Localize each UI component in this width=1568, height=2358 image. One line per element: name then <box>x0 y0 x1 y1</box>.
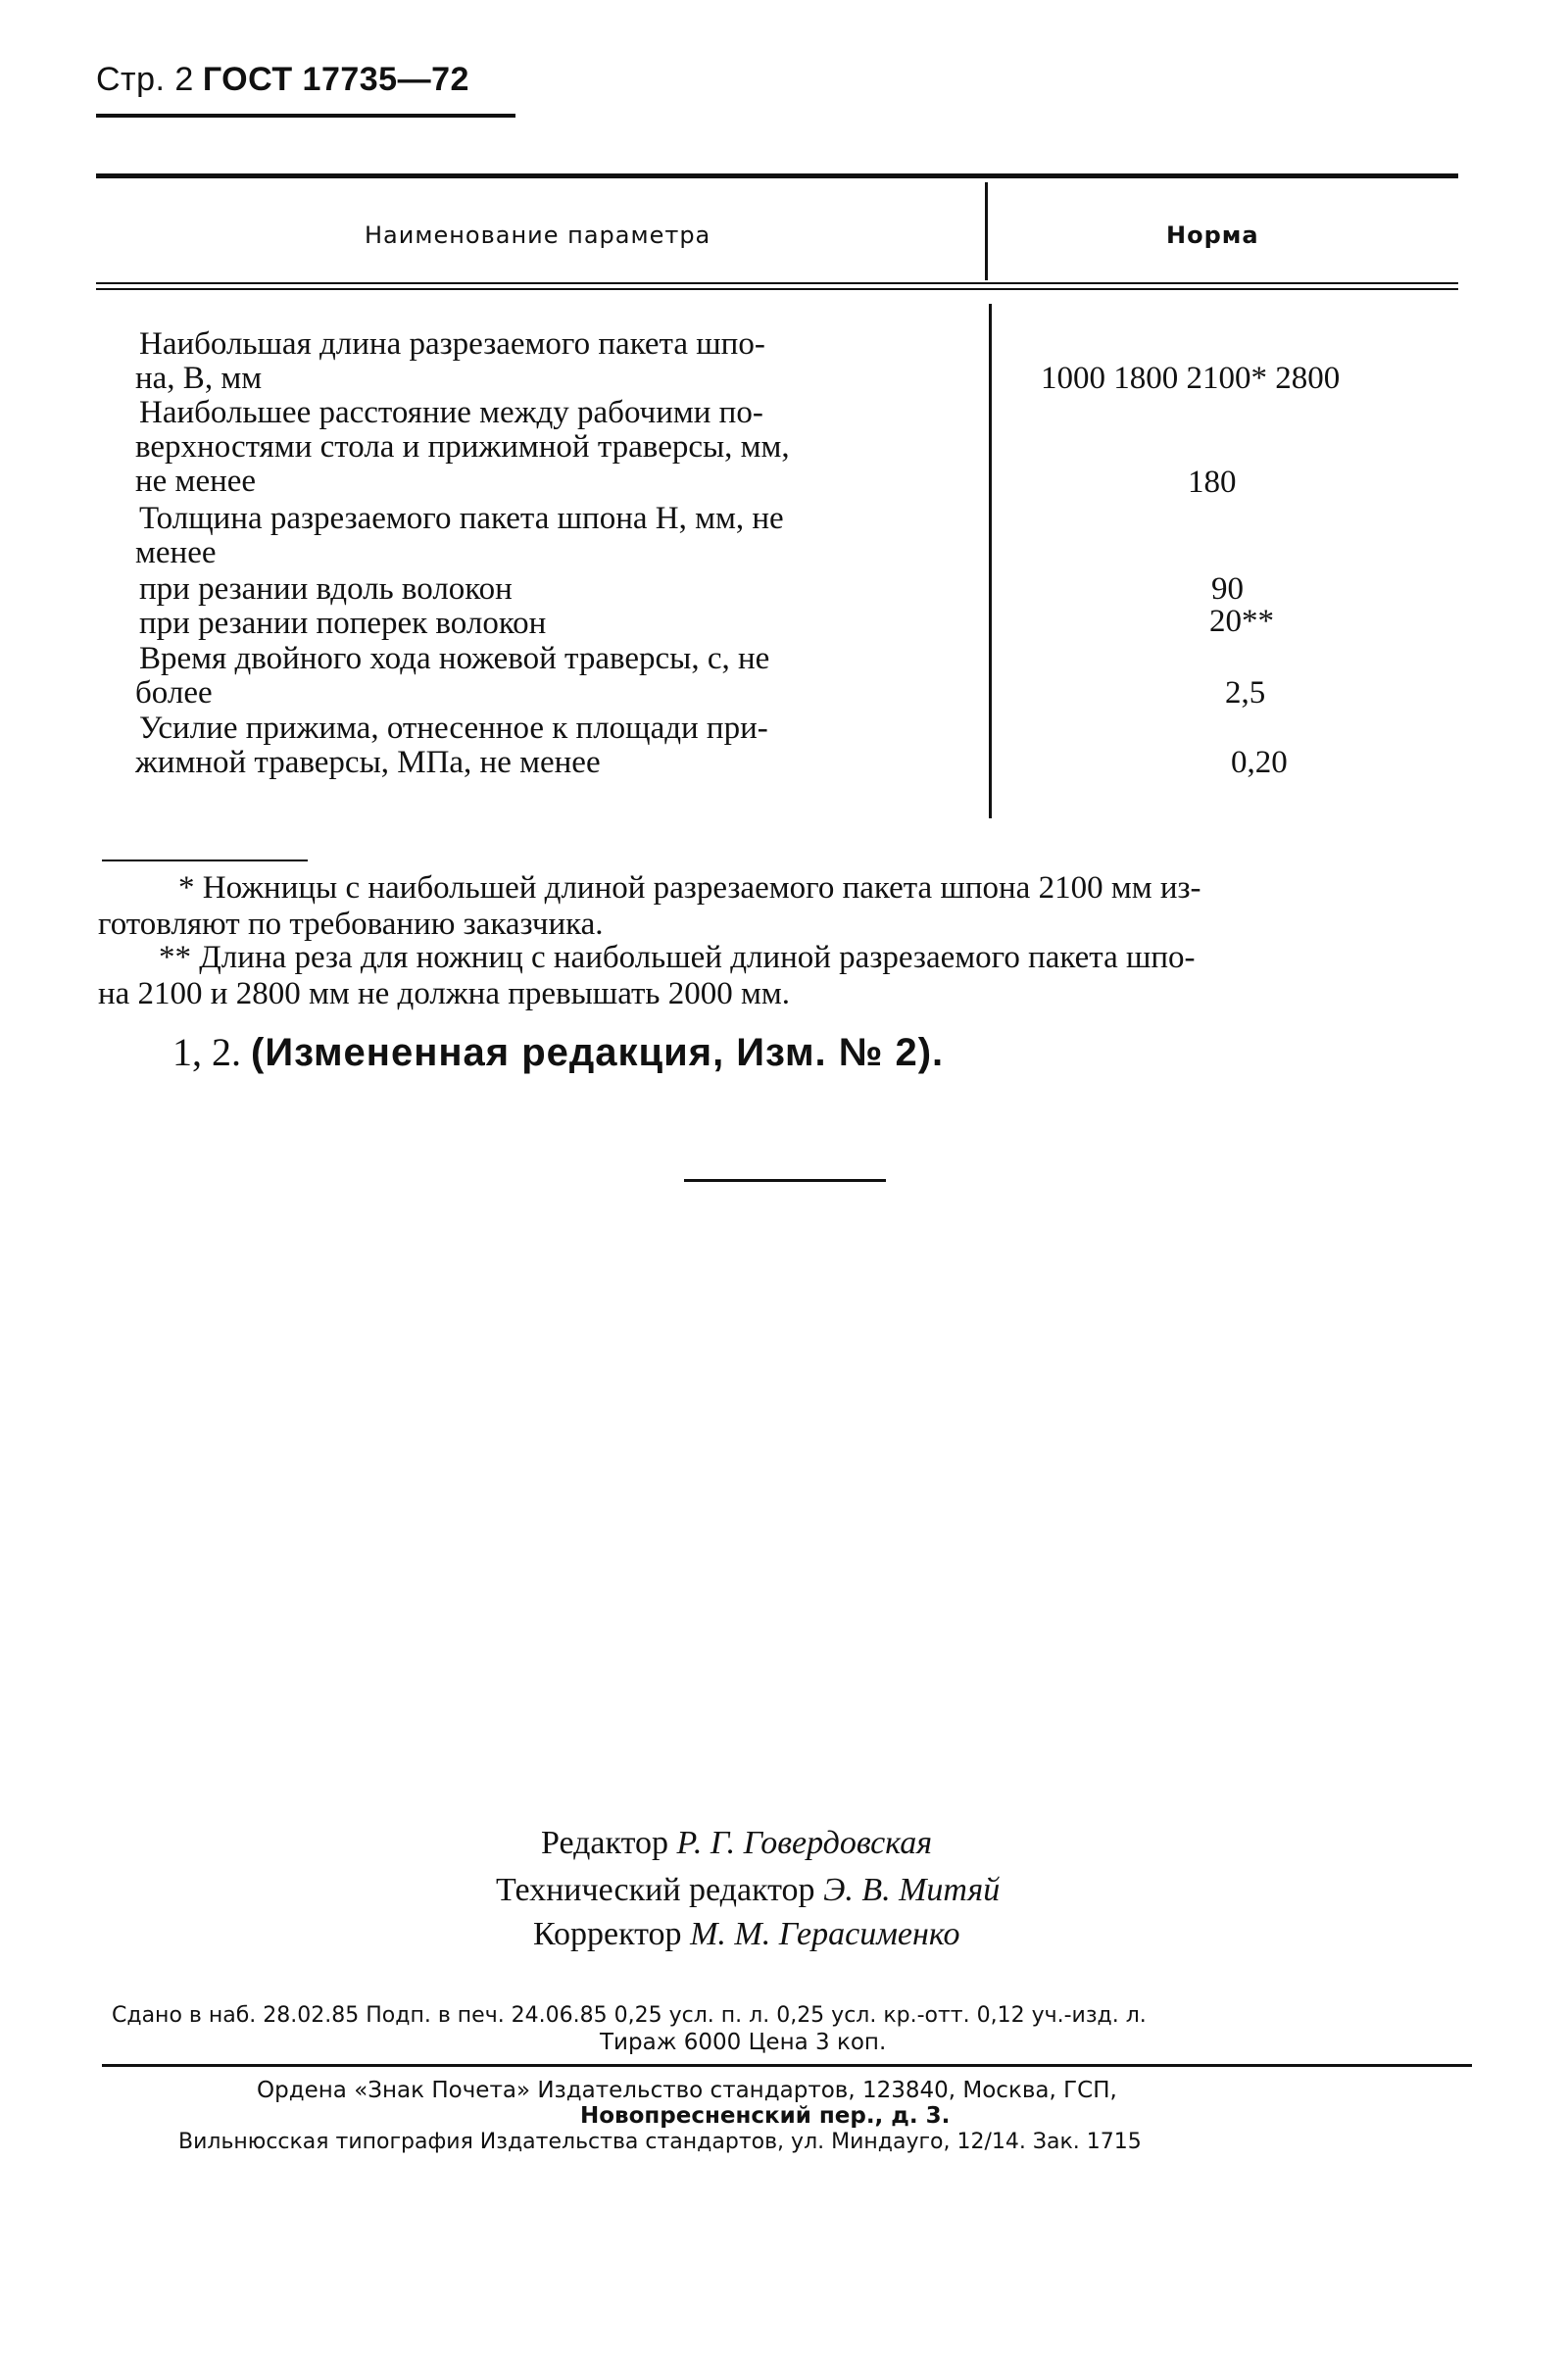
header-rule <box>96 114 515 118</box>
table-value-along-grain: 90 <box>1211 571 1244 607</box>
amendment-items: 1, 2. <box>172 1030 241 1074</box>
table-row-clamp-force: Усилие прижима, отнесенное к площади при- жимной траверсы, МПа, не менее <box>135 711 768 780</box>
standard-number: ГОСТ 17735—72 <box>202 61 469 98</box>
imprint-circulation-price: Тираж 6000 Цена 3 коп. <box>600 2030 887 2055</box>
column-header-norm: Норма <box>1166 221 1259 249</box>
table-header-rule-2 <box>96 288 1458 290</box>
table-row-along-grain: при резании вдоль волокон <box>139 571 513 607</box>
imprint-printing-house: Вильнюсская типография Издательства стандартов, ул. Миндауго, 12/14. Зак. 1715 <box>178 2130 1142 2154</box>
table-header-rule-1 <box>96 282 1458 284</box>
table-top-rule <box>96 173 1458 178</box>
amendment-note <box>172 1029 944 1075</box>
footnote-1: * Ножницы с наибольшей длиной разрезаемого пакета шпона 2100 мм из- готовляют по требованию заказчика. <box>98 870 1201 942</box>
table-row-across-grain: при резании поперек волокон <box>139 606 547 641</box>
table-row-max-distance: Наибольшее расстояние между рабочими по- верхностями стола и прижимной траверсы, мм, не менее <box>135 395 790 499</box>
table-row-max-length: Наибольшая длина разрезаемого пакета шпо- на, В, мм <box>135 326 765 396</box>
imprint-print-data: Сдано в наб. 28.02.85 Подп. в печ. 24.06.85 0,25 усл. п. л. 0,25 усл. кр.-отт. 0,12 уч.-изд. л. <box>112 2003 1147 2028</box>
table-value-clamp-force: 0,20 <box>1231 745 1288 780</box>
table-header-divider <box>985 182 988 280</box>
page-number: Стр. 2 <box>96 61 194 98</box>
amendment-text: (Измененная редакция, Изм. № 2). <box>251 1031 945 1074</box>
table-row-thickness: Толщина разрезаемого пакета шпона Н, мм, не менее <box>135 501 784 570</box>
imprint-publisher: Ордена «Знак Почета» Издательство стандартов, 123840, Москва, ГСП, <box>257 2078 1117 2103</box>
footnote-2: ** Длина реза для ножниц с наибольшей длиной разрезаемого пакета шпо- на 2100 и 2800 мм не должна превышать 2000 мм. <box>98 940 1196 1011</box>
imprint-rule <box>102 2064 1472 2067</box>
table-value-stroke-time: 2,5 <box>1225 675 1266 711</box>
table-row-stroke-time: Время двойного хода ножевой траверсы, с, не более <box>135 641 770 711</box>
footnote-rule <box>102 860 308 861</box>
column-header-parameter: Наименование параметра <box>365 221 711 249</box>
credit-proofreader: Корректор М. М. Герасименко <box>533 1916 960 1952</box>
credit-technical-editor: Технический редактор Э. В. Митяй <box>496 1872 1001 1908</box>
table-value-max-distance: 180 <box>1188 465 1237 500</box>
imprint-publisher-address: Новопресненский пер., д. 3. <box>580 2103 951 2129</box>
credit-editor: Редактор Р. Г. Говердовская <box>541 1825 933 1861</box>
page-header <box>96 61 469 99</box>
table-value-max-length: 1000 1800 2100* 2800 <box>1041 361 1341 396</box>
section-separator <box>684 1179 886 1182</box>
table-body-divider <box>989 304 992 818</box>
table-value-across-grain: 20** <box>1209 604 1274 639</box>
